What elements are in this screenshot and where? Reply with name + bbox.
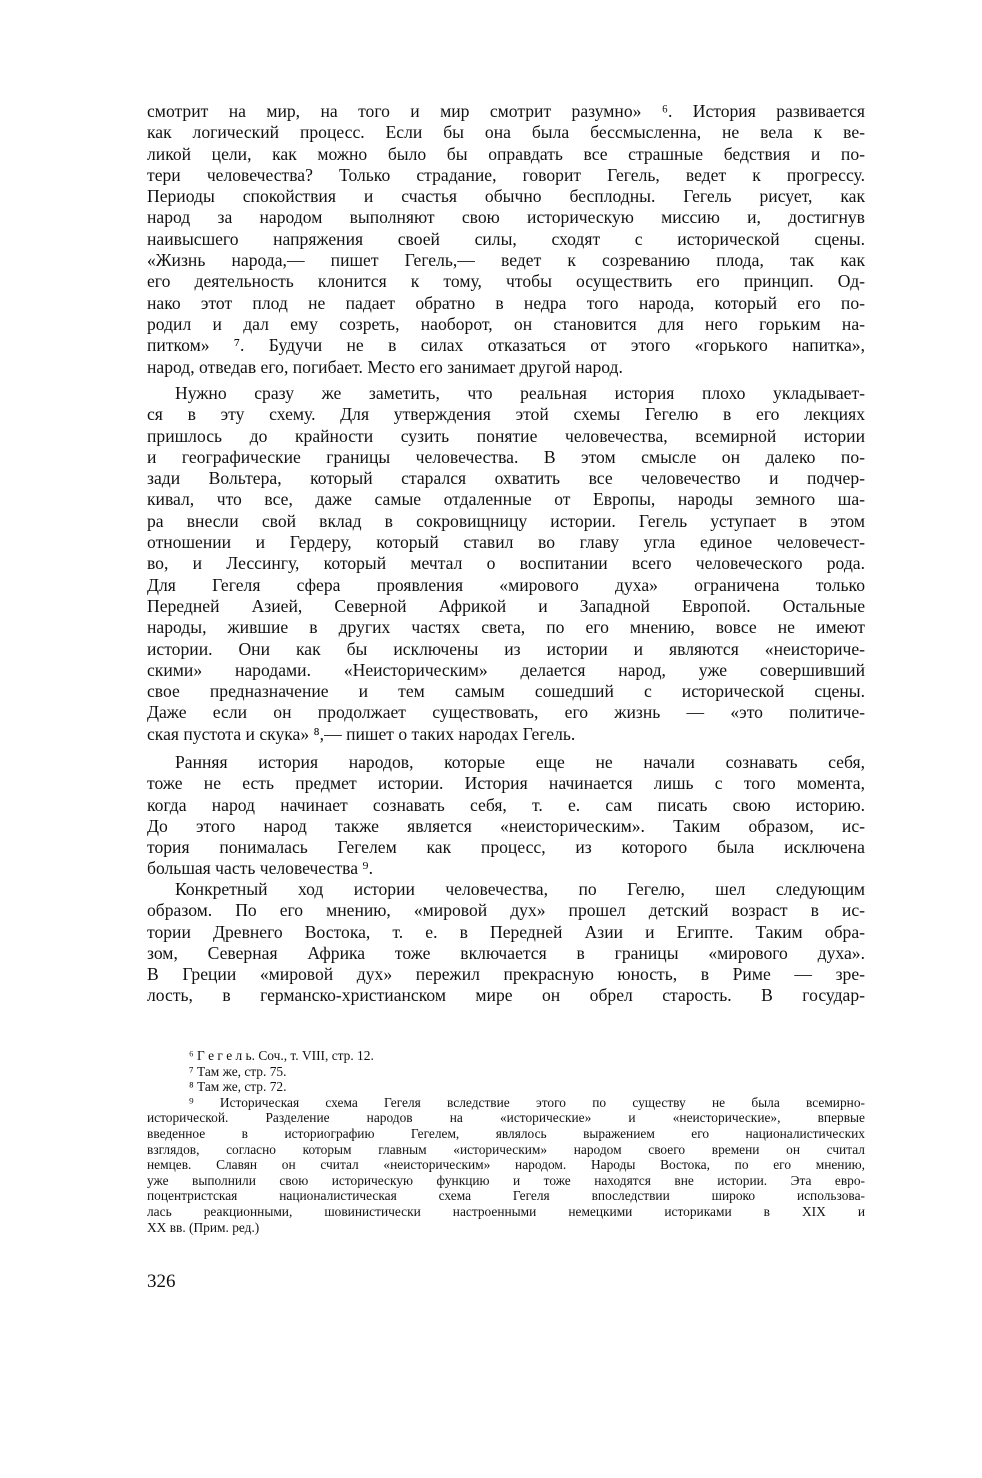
text-line: лость, в германско-христианском мире он обрел старость. В государ- [147, 985, 865, 1006]
text-line: пришлось до крайности сузить понятие человечества, всемирной истории [147, 425, 865, 446]
footnote-9-line: немцев. Славян он считал «неисторическим» народом. Народы Востока, по его мнению, [147, 1157, 865, 1173]
paragraph-3 [147, 752, 865, 880]
text-line: Даже если он продолжает существовать, его жизнь — «это политиче- [147, 702, 865, 723]
text-line: истории. Они как бы исключены из истории и являются «неисториче- [147, 638, 865, 659]
text-line: как логический процесс. Если бы она была бессмысленна, не вела к ве- [147, 122, 865, 143]
text-line: тория понималась Гегелем как процесс, из которого была исключена [147, 837, 865, 858]
text-line: Для Гегеля сфера проявления «мирового духа» ограничена только [147, 574, 865, 595]
text-line: До этого народ также является «неисторическим». Таким образом, ис- [147, 815, 865, 836]
text-line: свое предназначение и тем самым сошедший с исторической сцены. [147, 681, 865, 702]
text-line: тоже не есть предмет истории. История начинается лишь с того момента, [147, 773, 865, 794]
text-line: большая часть человечества ⁹. [147, 858, 373, 879]
text-line: В Греции «мировой дух» пережил прекрасную юность, в Риме — зре- [147, 964, 865, 985]
footnote-6: ⁶ Г е г е л ь. Соч., т. VIII, стр. 12. [189, 1048, 374, 1063]
text-line: нако этот плод не падает обратно в недра того народа, который его по- [147, 292, 865, 313]
text-line: скими» народами. «Неисторическим» делается народ, уже совершивший [147, 659, 865, 680]
footnote-9-line: взглядов, согласно которым главным «историческим» народом своего времени он считал [147, 1141, 865, 1157]
footnote-9-line: поцентристская националистическая схема Гегеля впоследствии широко использова- [147, 1188, 865, 1204]
text-line: питком» ⁷. Будучи не в силах отказаться от этого «горького напитка», [147, 335, 865, 356]
paragraph-2 [147, 383, 865, 745]
footnote-9-line: лась реакционными, шовинистически настроенными немецкими историками в XIX и [147, 1203, 865, 1219]
text-line: народ, отведав его, погибает. Место его занимает другой народ. [147, 356, 623, 377]
text-line: образом. По его мнению, «мировой дух» прошел детский возраст в ис- [147, 900, 865, 921]
text-line: ская пустота и скука» ⁸,— пишет о таких народах Гегель. [147, 723, 576, 744]
text-line: зади Вольтера, который старался охватить все человечество и подчер- [147, 468, 865, 489]
text-line: народы, жившие в других частях света, по его мнению, вовсе не имеют [147, 617, 865, 638]
text-line: Конкретный ход истории человечества, по Гегелю, шел следующим [175, 879, 865, 899]
text-line: Передней Азией, Северной Африкой и Западной Европой. Остальные [147, 595, 865, 616]
footnote-7: ⁷ Там же, стр. 75. [189, 1063, 287, 1079]
paragraph-1 [147, 101, 865, 378]
text-line: зом, Северная Африка тоже включается в границы «мирового духа». [147, 942, 865, 963]
text-line: родил и дал ему созреть, наоборот, он становится для него горьким на- [147, 313, 865, 334]
footnote-9-line: XX вв. (Прим. ред.) [147, 1219, 260, 1235]
footnote-9-line: ⁹ Историческая схема Гегеля вследствие этого по существу не была всемирно- [189, 1094, 865, 1110]
text-line: когда народ начинает сознавать себя, т. е. сам писать свою историю. [147, 794, 865, 815]
text-line: тери человечества? Только страдание, говорит Гегель, ведет к прогрессу. [147, 164, 865, 185]
text-line: во, и Лессингу, который мечтал о воспитании всего человеческого рода. [147, 553, 865, 574]
text-line: Нужно сразу же заметить, что реальная история плохо укладывает- [175, 383, 865, 403]
footnote-9-line: исторической. Разделение народов на «исторические» и «неисторические», впервые [147, 1110, 865, 1126]
paragraph-4 [147, 879, 865, 1007]
text-line: кивал, что все, даже самые отдаленные от Европы, народы земного ша- [147, 489, 865, 510]
text-line: Ранняя история народов, которые еще не начали сознавать себя, [175, 752, 865, 772]
text-line: «Жизнь народа,— пишет Гегель,— ведет к созреванию плода, так как [147, 250, 865, 271]
text-line: ликой цели, как можно было бы оправдать все страшные бедствия и по- [147, 143, 865, 164]
text-line: тории Древнего Востока, т. е. в Передней Азии и Египте. Таким обра- [147, 921, 865, 942]
text-line: и географические границы человечества. В этом смысле он далеко по- [147, 446, 865, 467]
footnote-8: ⁸ Там же, стр. 72. [189, 1079, 287, 1095]
text-line: ра внесли свой вклад в сокровищницу истории. Гегель уступает в этом [147, 510, 865, 531]
text-line: народ за народом выполняют свою историческую миссию и, достигнув [147, 207, 865, 228]
page-number: 326 [147, 1271, 176, 1292]
footnote-9-line: уже выполнили свою историческую функцию и тоже находятся вне истории. Эта евро- [147, 1172, 865, 1188]
text-line: его деятельность клонится к тому, чтобы осуществить его принцип. Од- [147, 271, 865, 292]
text-line: ся в эту схему. Для утверждения этой схемы Гегелю в его лекциях [147, 404, 865, 425]
text-line: Периоды спокойствия и счастья обычно бесплодны. Гегель рисует, как [147, 186, 865, 207]
text-line: отношении и Гердеру, который ставил во главу угла единое человечест- [147, 532, 865, 553]
footnotes [147, 1048, 865, 1235]
text-line: наивысшего напряжения своей силы, сходят с исторической сцены. [147, 228, 865, 249]
text-line: смотрит на мир, на того и мир смотрит разумно» ⁶. История развивается [147, 101, 865, 121]
footnote-9-line: введенное в историографию Гегелем, являлось выражением его националистических [147, 1125, 865, 1141]
